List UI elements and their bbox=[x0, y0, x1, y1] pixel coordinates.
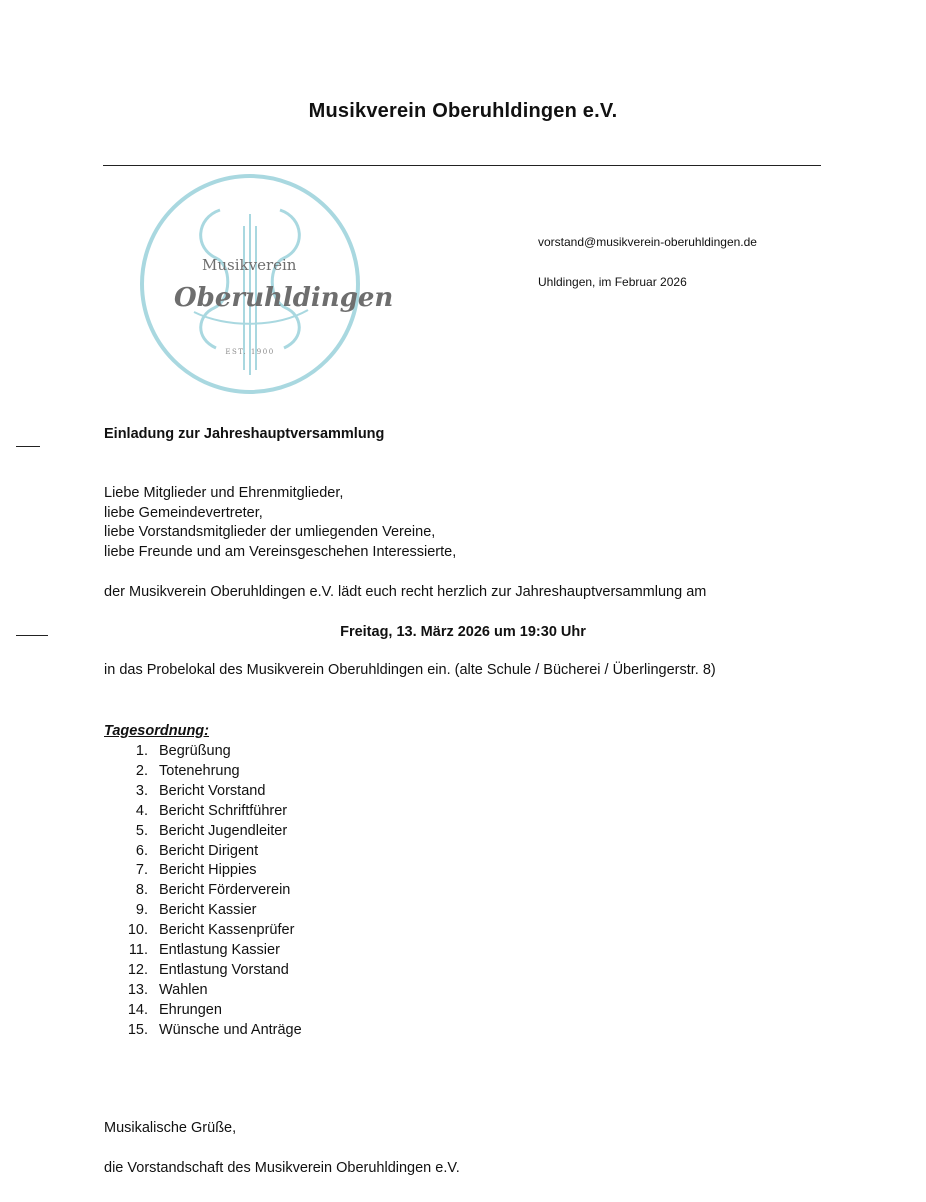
agenda-item-text: Entlastung Vorstand bbox=[159, 961, 289, 978]
header-divider bbox=[103, 165, 821, 166]
agenda-item bbox=[120, 901, 302, 921]
agenda-item bbox=[120, 842, 302, 862]
agenda-item bbox=[120, 941, 302, 961]
agenda-item bbox=[120, 802, 302, 822]
logo-text-musikverein: Musikverein bbox=[202, 256, 297, 274]
agenda-item-number: 1. bbox=[135, 743, 148, 759]
agenda-item-number: 9. bbox=[135, 902, 148, 919]
agenda-item-text: Bericht Schriftführer bbox=[159, 802, 288, 819]
salutation-line: liebe Vorstandsmitglieder der umliegenden Vereine, bbox=[104, 524, 436, 540]
logo-text-est: EST. 1900 bbox=[225, 348, 275, 356]
event-datetime: Freitag, 13. März 2026 um 19:30 Uhr bbox=[340, 624, 586, 640]
agenda-item bbox=[120, 822, 302, 842]
agenda-list bbox=[120, 742, 302, 1041]
agenda-item-number: 12. bbox=[127, 961, 148, 978]
agenda-item-number: 10. bbox=[127, 922, 148, 939]
agenda-item bbox=[120, 961, 302, 981]
invite-text: der Musikverein Oberuhldingen e.V. lädt euch recht herzlich zur Jahreshauptversammlung am bbox=[104, 584, 707, 600]
letter-subject: Einladung zur Jahreshauptversammlung bbox=[104, 426, 385, 442]
agenda-item-text: Entlastung Kassier bbox=[159, 942, 280, 959]
agenda-item-number: 11. bbox=[128, 942, 148, 959]
agenda-item-number: 6. bbox=[135, 842, 148, 859]
agenda-item bbox=[120, 762, 302, 782]
agenda-item bbox=[120, 921, 302, 941]
agenda-item-text: Totenehrung bbox=[159, 762, 240, 779]
agenda-item-text: Wahlen bbox=[159, 981, 208, 998]
agenda-item bbox=[120, 1001, 302, 1021]
fold-mark bbox=[16, 446, 40, 447]
page-title: Musikverein Oberuhldingen e.V. bbox=[308, 100, 618, 122]
agenda-item bbox=[120, 782, 302, 802]
agenda-item bbox=[120, 981, 302, 1001]
signature-text: die Vorstandschaft des Musikverein Oberuhldingen e.V. bbox=[104, 1160, 460, 1176]
agenda-item-text: Ehrungen bbox=[159, 1001, 222, 1018]
agenda-item-text: Bericht Vorstand bbox=[159, 782, 266, 799]
agenda-heading: Tagesordnung: bbox=[104, 723, 209, 739]
agenda-item-text: Bericht Hippies bbox=[159, 862, 257, 879]
club-logo bbox=[136, 170, 394, 398]
agenda-item-text: Begrüßung bbox=[159, 743, 231, 759]
agenda-item-number: 5. bbox=[135, 822, 148, 839]
agenda-item-number: 2. bbox=[135, 762, 148, 779]
agenda-item-number: 3. bbox=[135, 782, 148, 799]
agenda-item bbox=[120, 881, 302, 901]
salutation-line: liebe Gemeindevertreter, bbox=[104, 504, 263, 521]
salutation-line: Liebe Mitglieder und Ehrenmitglieder, bbox=[104, 485, 344, 501]
logo-text-oberuhldingen: Oberuhldingen bbox=[174, 283, 394, 313]
agenda-item bbox=[120, 742, 302, 762]
agenda-item bbox=[120, 861, 302, 881]
agenda-item-number: 8. bbox=[135, 882, 148, 899]
agenda-item-text: Bericht Förderverein bbox=[159, 882, 291, 899]
contact-email: vorstand@musikverein-oberuhldingen.de bbox=[538, 235, 757, 249]
salutation-block bbox=[104, 484, 456, 562]
agenda-item-text: Bericht Dirigent bbox=[159, 842, 259, 859]
agenda-item-number: 4. bbox=[135, 802, 148, 819]
location-text: in das Probelokal des Musikverein Oberuhldingen ein. (alte Schule / Bücherei / Überlingerstr. 8) bbox=[104, 662, 716, 678]
agenda-item-number: 7. bbox=[135, 862, 148, 879]
letter-date: Uhldingen, im Februar 2026 bbox=[538, 275, 687, 289]
agenda-item bbox=[120, 1021, 302, 1041]
agenda-item-text: Bericht Kassier bbox=[159, 902, 257, 919]
agenda-item-number: 15. bbox=[127, 1021, 148, 1038]
salutation-line: liebe Freunde und am Vereinsgeschehen Interessierte, bbox=[104, 543, 457, 560]
agenda-item-text: Wünsche und Anträge bbox=[159, 1021, 302, 1038]
agenda-item-number: 14. bbox=[127, 1001, 148, 1018]
closing-text: Musikalische Grüße, bbox=[104, 1120, 237, 1136]
agenda-item-number: 13. bbox=[127, 981, 148, 998]
agenda-item-text: Bericht Kassenprüfer bbox=[159, 922, 295, 939]
agenda-item-text: Bericht Jugendleiter bbox=[159, 822, 288, 839]
